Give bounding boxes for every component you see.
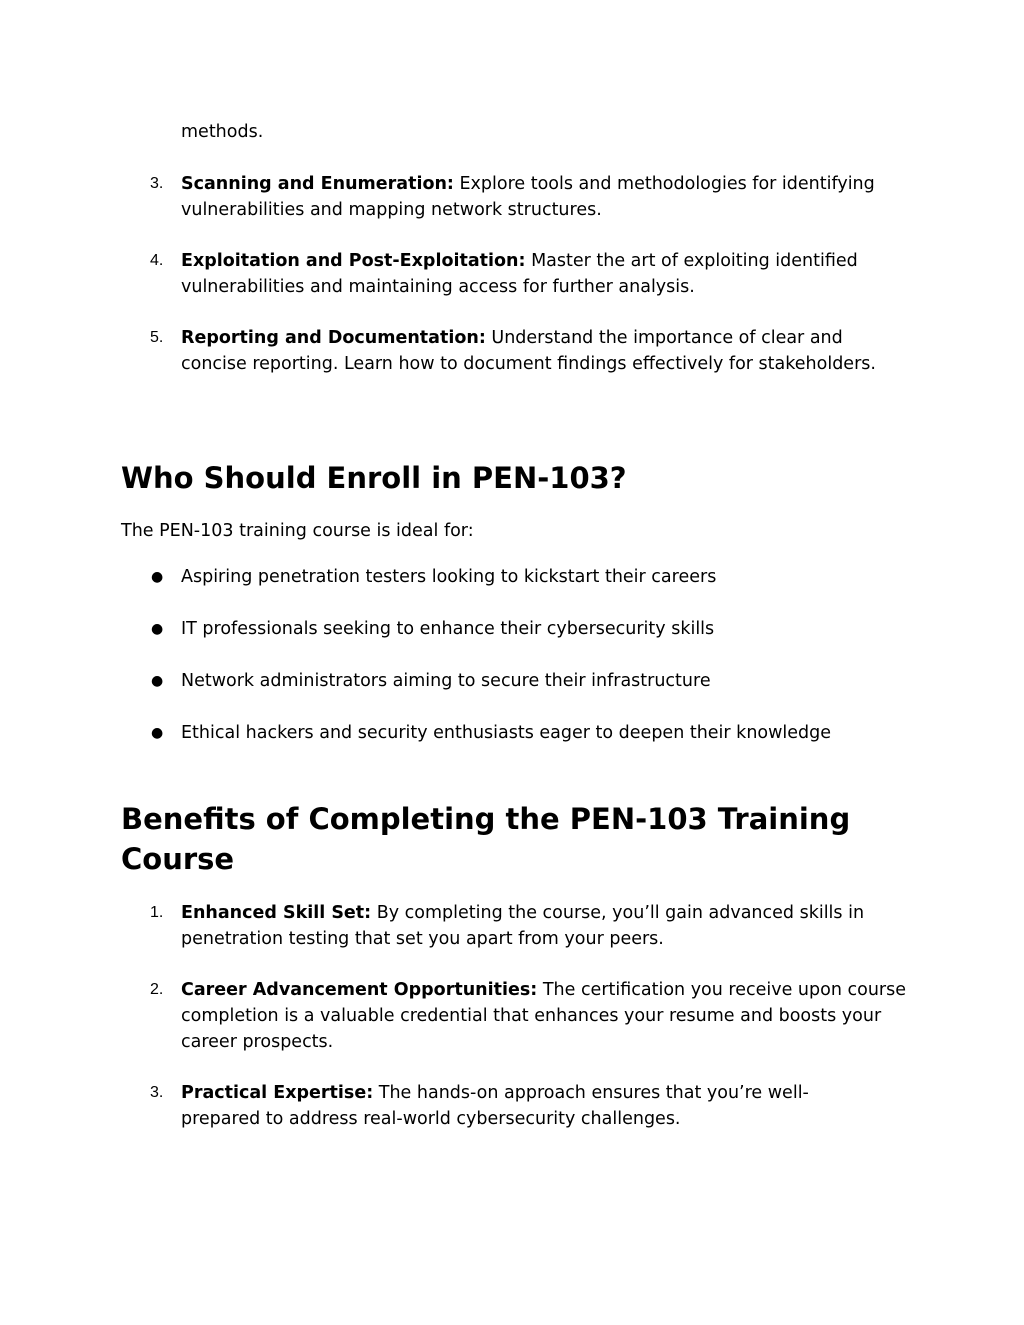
list-item <box>0 248 911 300</box>
list-number: 5. <box>150 329 164 346</box>
list-number: 4. <box>150 252 164 269</box>
list-item <box>0 977 911 1055</box>
list-item <box>0 325 881 377</box>
list-item-term: Enhanced Skill Set: <box>181 903 372 923</box>
list-item-description: Explore tools and methodologies for identifying vulnerabilities and mapping network structures. <box>181 174 875 220</box>
list-item <box>0 668 911 694</box>
bullet-icon: ● <box>151 725 164 741</box>
list-number: 3. <box>150 175 164 192</box>
list-number: 3. <box>150 1084 164 1101</box>
modules-list <box>0 171 1024 377</box>
section-heading: Who Should Enroll in PEN-103? <box>121 461 627 495</box>
list-item <box>0 1080 841 1132</box>
list-item <box>0 616 911 642</box>
section-intro: The PEN-103 training course is ideal for: <box>121 521 474 541</box>
list-number: 1. <box>150 904 164 921</box>
list-item-text: Aspiring penetration testers looking to kickstart their careers <box>181 567 717 587</box>
list-item-description: The certification you receive upon course completion is a valuable credential that enhances your resume and boosts your career prospects. <box>181 980 906 1052</box>
list-item <box>0 171 911 223</box>
list-item-term: Scanning and Enumeration: <box>181 174 454 194</box>
list-item <box>0 900 911 952</box>
list-item-text: Ethical hackers and security enthusiasts eager to deepen their knowledge <box>181 723 832 743</box>
list-item-description: By completing the course, you’ll gain advanced skills in penetration testing that set you apart from your peers. <box>181 903 865 949</box>
list-item-description: The hands-on approach ensures that you’re well-prepared to address real-world cybersecurity challenges. <box>181 1083 809 1129</box>
list-item-term: Practical Expertise: <box>181 1083 374 1103</box>
bullet-icon: ● <box>151 673 164 689</box>
audience-list <box>0 564 1024 746</box>
list-number: 2. <box>150 981 164 998</box>
benefits-list <box>0 900 1024 1132</box>
list-item-term: Career Advancement Opportunities: <box>181 980 538 1000</box>
list-item <box>0 720 911 746</box>
list-item-text: Network administrators aiming to secure their infrastructure <box>181 671 711 691</box>
list-item-text: IT professionals seeking to enhance their cybersecurity skills <box>181 619 715 639</box>
bullet-icon: ● <box>151 569 164 585</box>
list-item <box>0 564 911 590</box>
list-item-term: Reporting and Documentation: <box>181 328 486 348</box>
list-item-description: Understand the importance of clear and concise reporting. Learn how to document findings effectively for stakeholders. <box>181 328 876 374</box>
list-item-term: Exploitation and Post-Exploitation: <box>181 251 526 271</box>
section-heading: Benefits of Completing the PEN-103 Training Course <box>121 802 851 876</box>
list-item-description: Master the art of exploiting identified vulnerabilities and maintaining access for further analysis. <box>181 251 858 297</box>
list-item-continuation: methods. <box>181 122 264 142</box>
bullet-icon: ● <box>151 621 164 637</box>
